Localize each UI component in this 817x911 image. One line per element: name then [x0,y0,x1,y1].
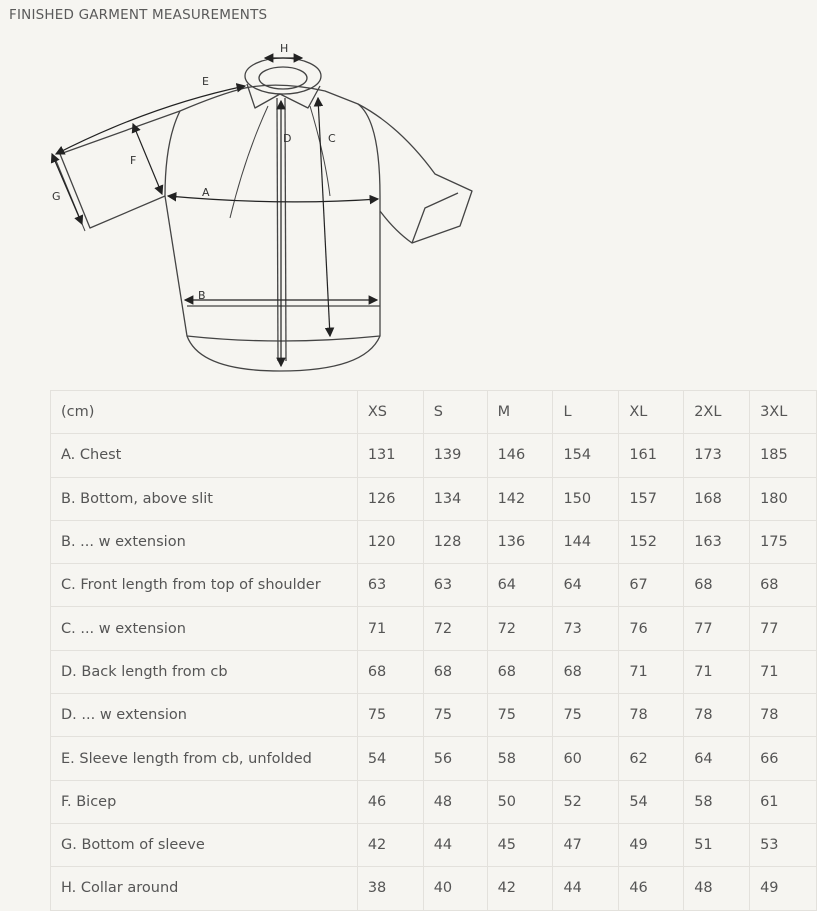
row-label: D. ... w extension [51,694,358,737]
table-row [51,867,817,910]
measurement-cell: 76 [619,607,684,650]
table-row [51,780,817,823]
measurement-cell: 54 [357,737,423,780]
label-f: F [130,154,137,167]
measurement-cell: 71 [750,650,817,693]
measurement-cell: 64 [553,564,619,607]
measurement-cell: 68 [357,650,423,693]
measurement-cell: 42 [357,823,423,866]
measurement-cell: 126 [357,477,423,520]
right-sleeve [358,104,472,243]
measure-f-line [133,124,162,194]
measurement-cell: 128 [423,520,487,563]
measurement-cell: 72 [487,607,553,650]
measurement-cell: 180 [750,477,817,520]
measurement-cell: 38 [357,867,423,910]
shirt-illustration [40,36,490,376]
measurement-cell: 48 [684,867,750,910]
label-b: B [198,289,206,302]
label-d: D [283,132,292,145]
label-c: C [328,132,336,145]
measurement-cell: 157 [619,477,684,520]
measurement-cell: 78 [684,694,750,737]
measurement-cell: 75 [357,694,423,737]
measurement-cell: 154 [553,434,619,477]
measurement-cell: 63 [357,564,423,607]
size-header: S [423,391,487,434]
row-label: B. Bottom, above slit [51,477,358,520]
measurement-cell: 64 [684,737,750,780]
table-row [51,477,817,520]
shirt-body-outline [165,85,380,371]
measurement-cell: 68 [553,650,619,693]
measurement-cell: 152 [619,520,684,563]
measure-g-line [52,154,82,224]
measurement-cell: 47 [553,823,619,866]
measurement-cell: 40 [423,867,487,910]
measure-a-line [168,196,378,202]
row-label: A. Chest [51,434,358,477]
row-label: D. Back length from cb [51,650,358,693]
measurement-cell: 49 [750,867,817,910]
page-title: FINISHED GARMENT MEASUREMENTS [9,7,268,23]
measurement-cell: 44 [423,823,487,866]
row-label: C. Front length from top of shoulder [51,564,358,607]
measurement-cell: 131 [357,434,423,477]
measurement-cell: 68 [487,650,553,693]
measurement-cell: 45 [487,823,553,866]
measurement-cell: 71 [357,607,423,650]
size-header: XS [357,391,423,434]
measurement-cell: 46 [619,867,684,910]
size-header: 3XL [750,391,817,434]
measurement-cell: 73 [553,607,619,650]
measurement-cell: 185 [750,434,817,477]
measurement-cell: 75 [553,694,619,737]
garment-diagram [40,36,490,376]
measurement-cell: 168 [684,477,750,520]
size-header: L [553,391,619,434]
row-label: G. Bottom of sleeve [51,823,358,866]
table-row [51,650,817,693]
measurement-cell: 42 [487,867,553,910]
measurement-cell: 68 [750,564,817,607]
row-label: H. Collar around [51,867,358,910]
measurement-cell: 175 [750,520,817,563]
label-e: E [202,75,209,88]
measurement-cell: 75 [487,694,553,737]
table-row [51,737,817,780]
measurement-cell: 144 [553,520,619,563]
measurement-cell: 60 [553,737,619,780]
size-header: 2XL [684,391,750,434]
measurement-cell: 120 [357,520,423,563]
size-header: M [487,391,553,434]
measurement-cell: 49 [619,823,684,866]
table-row [51,434,817,477]
measurement-cell: 51 [684,823,750,866]
measurement-cell: 75 [423,694,487,737]
measurement-cell: 72 [423,607,487,650]
measurement-cell: 142 [487,477,553,520]
label-a: A [202,186,210,199]
size-header: XL [619,391,684,434]
measurement-cell: 66 [750,737,817,780]
label-g: G [52,190,61,203]
measurement-cell: 161 [619,434,684,477]
table-row [51,823,817,866]
unit-header: (cm) [51,391,358,434]
measurement-cell: 146 [487,434,553,477]
table-row [51,564,817,607]
measurement-cell: 68 [423,650,487,693]
measurement-cell: 163 [684,520,750,563]
measurement-cell: 136 [487,520,553,563]
measurement-cell: 46 [357,780,423,823]
table-row [51,520,817,563]
label-h: H [280,42,289,55]
measurement-cell: 134 [423,477,487,520]
measurement-cell: 62 [619,737,684,780]
measurement-cell: 67 [619,564,684,607]
measurement-cell: 150 [553,477,619,520]
measurement-cell: 78 [619,694,684,737]
measurement-cell: 77 [684,607,750,650]
left-sleeve [60,111,180,228]
measurement-cell: 139 [423,434,487,477]
row-label: C. ... w extension [51,607,358,650]
table-header-row [51,391,817,434]
measurement-cell: 58 [684,780,750,823]
measurement-cell: 71 [619,650,684,693]
measurement-cell: 44 [553,867,619,910]
measurement-cell: 173 [684,434,750,477]
table-row [51,694,817,737]
row-label: E. Sleeve length from cb, unfolded [51,737,358,780]
row-label: B. ... w extension [51,520,358,563]
measurement-table [50,390,817,911]
measurement-cell: 54 [619,780,684,823]
measurement-cell: 58 [487,737,553,780]
row-label: F. Bicep [51,780,358,823]
measurement-cell: 50 [487,780,553,823]
measurement-cell: 63 [423,564,487,607]
measurement-cell: 61 [750,780,817,823]
measurement-cell: 53 [750,823,817,866]
measurement-cell: 68 [684,564,750,607]
measurement-cell: 52 [553,780,619,823]
measurement-cell: 64 [487,564,553,607]
measurement-cell: 48 [423,780,487,823]
table-row [51,607,817,650]
measurement-cell: 56 [423,737,487,780]
measurement-cell: 71 [684,650,750,693]
measurement-cell: 77 [750,607,817,650]
measurement-cell: 78 [750,694,817,737]
